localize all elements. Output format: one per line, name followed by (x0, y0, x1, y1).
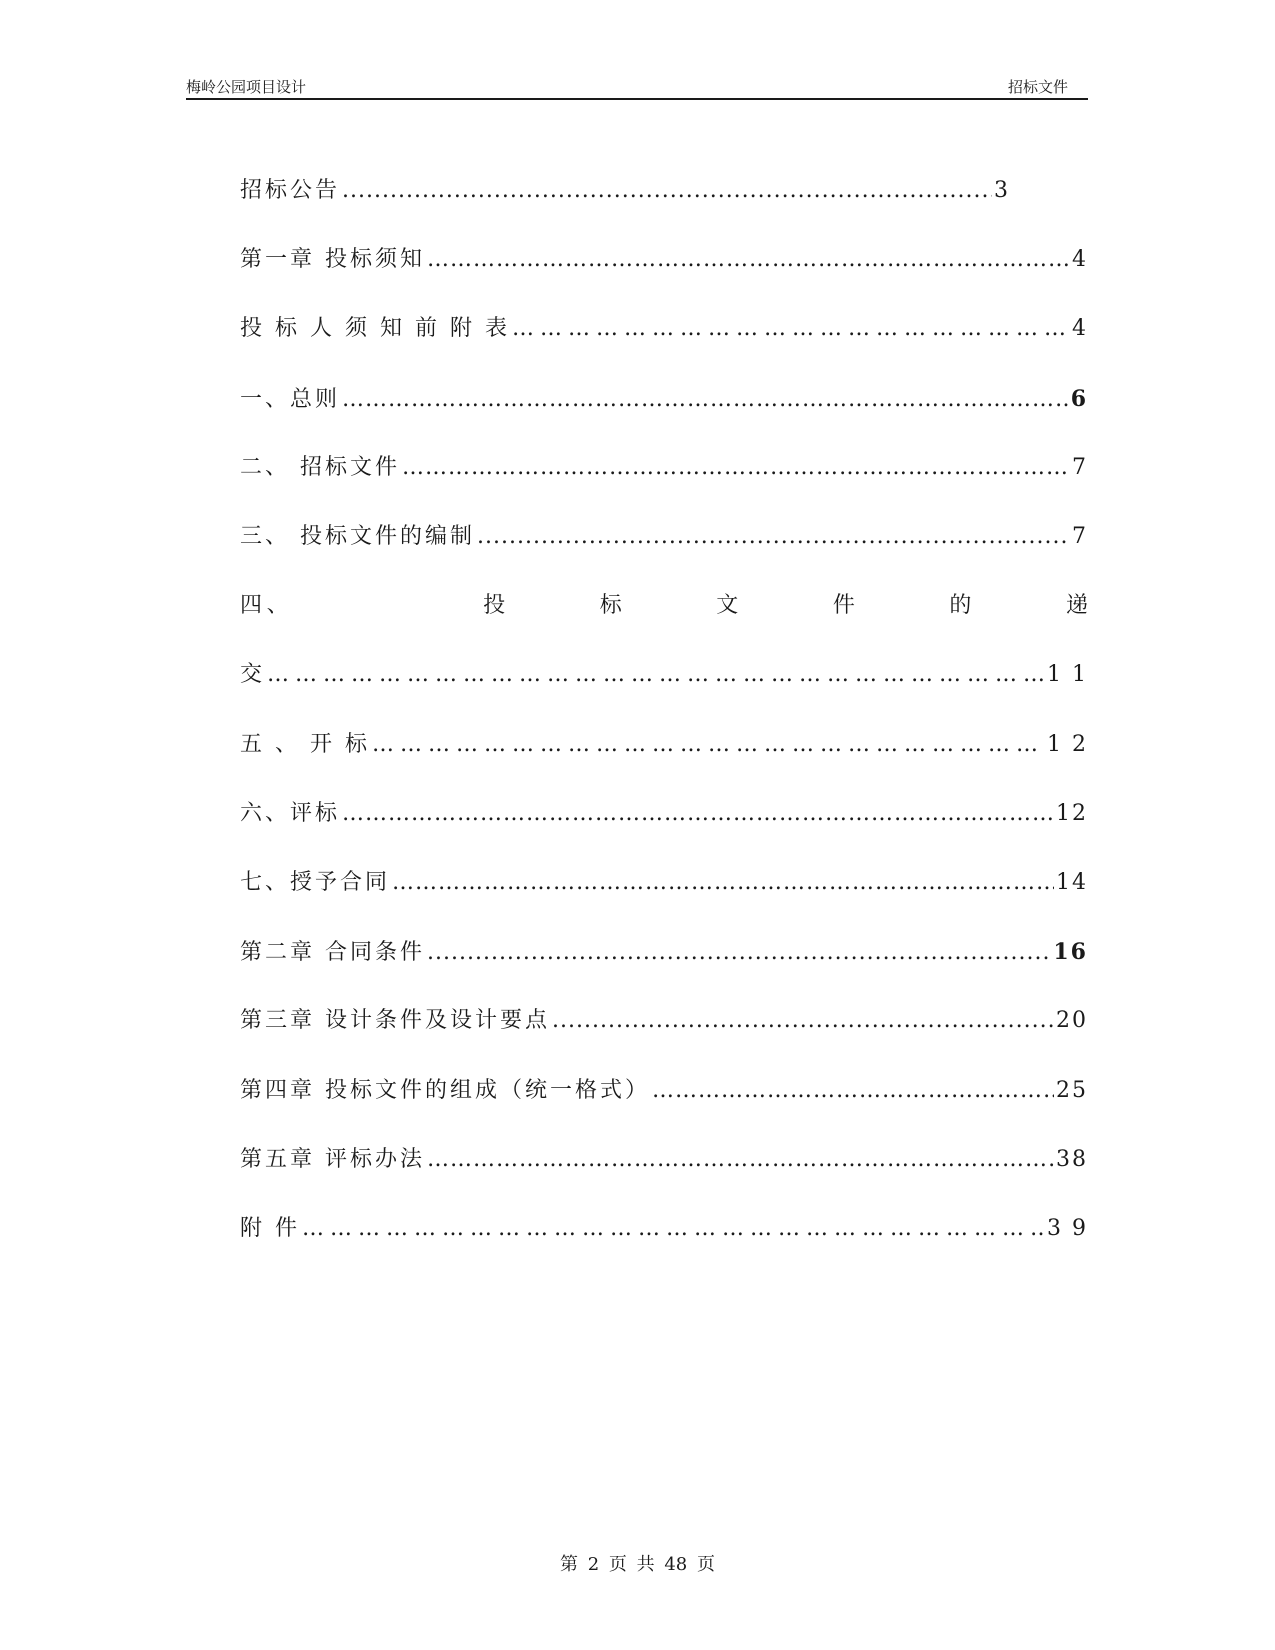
toc-entry-page: 12 (1056, 801, 1088, 826)
toc-entry-label: 六、评标 (240, 801, 341, 826)
toc-spread-char: 、 (266, 593, 289, 618)
toc-leader (552, 1006, 1054, 1036)
toc-spread-char: 件 (832, 593, 855, 618)
page-footer: 第 2 页 共 48 页 (560, 1554, 715, 1575)
toc-entry-page: 7 (1072, 455, 1088, 480)
toc-entry[interactable] (240, 1145, 1088, 1175)
toc-entry[interactable] (240, 660, 1088, 690)
header-project-title: 梅岭公园项目设计 (186, 78, 307, 96)
toc-leader (392, 868, 1054, 898)
toc-entry-page: 1 2 (1047, 732, 1088, 757)
toc-leader (342, 799, 1054, 829)
toc-spread-char: 递 (1065, 593, 1088, 618)
toc-entry[interactable] (240, 384, 1088, 415)
toc-entry-page: 16 (1053, 939, 1088, 965)
toc-entry-page: 4 (1072, 316, 1088, 341)
toc-entry[interactable] (240, 799, 1088, 829)
toc-entry-page: 4 (1072, 247, 1088, 272)
header-document-type: 招标文件 (1007, 78, 1068, 96)
toc-entry[interactable] (240, 1076, 1088, 1106)
toc-entry-page: 3 9 (1047, 1216, 1088, 1241)
toc-leader (342, 176, 992, 206)
toc-leader (267, 660, 1045, 690)
toc-leader (402, 453, 1070, 483)
toc-entry[interactable] (240, 176, 1010, 206)
toc-entry-page: 3 (994, 178, 1010, 203)
toc-spread-char: 的 (949, 593, 972, 618)
page-header (186, 74, 1088, 100)
toc-entry-label: 第四章 投标文件的组成（统一格式） (240, 1078, 650, 1103)
toc-entry[interactable] (240, 868, 1088, 898)
toc-spread-char: 投 (483, 593, 506, 618)
toc-spread-char: 标 (599, 593, 622, 618)
toc-spread-char: 四 (240, 593, 263, 618)
toc-entry[interactable] (240, 937, 1088, 968)
toc-entry[interactable] (240, 314, 1088, 344)
toc-leader (372, 730, 1045, 760)
toc-leader (477, 522, 1070, 552)
toc-entry-label: 第三章 设计条件及设计要点 (240, 1008, 550, 1033)
toc-entry[interactable] (240, 245, 1088, 275)
toc-entry-label: 七、授予合同 (240, 870, 391, 895)
toc-entry-label: 三、 投标文件的编制 (240, 524, 475, 549)
toc-entry-page: 20 (1056, 1008, 1088, 1033)
toc-entry-spread[interactable] (240, 591, 1088, 621)
toc-entry-label: 投 标 人 须 知 前 附 表 (240, 316, 510, 341)
toc-entry-label: 五 、 开 标 (240, 732, 370, 757)
toc-entry-label: 一、总则 (240, 387, 341, 412)
toc-entry-page: 14 (1056, 870, 1088, 895)
toc-entry-label: 第二章 合同条件 (240, 940, 425, 965)
toc-entry[interactable] (240, 1214, 1088, 1244)
toc-entry-label: 附 件 (240, 1216, 300, 1241)
toc-leader (427, 245, 1070, 275)
toc-leader (427, 938, 1051, 968)
toc-entry-page: 6 (1070, 386, 1088, 412)
toc-entry-label: 第一章 投标须知 (240, 247, 425, 272)
toc-entry-page: 38 (1056, 1147, 1088, 1172)
toc-entry-page: 1 1 (1047, 662, 1088, 687)
toc-leader (652, 1076, 1054, 1106)
toc-entry[interactable] (240, 1006, 1088, 1036)
toc-entry-label: 交 (240, 662, 266, 687)
toc-spread-char: 文 (716, 593, 739, 618)
toc-entry-page: 25 (1056, 1078, 1088, 1103)
toc-entry-label: 二、 招标文件 (240, 455, 400, 480)
toc-leader (427, 1145, 1054, 1175)
toc-entry-label: 第五章 评标办法 (240, 1147, 425, 1172)
toc-leader (302, 1214, 1045, 1244)
toc-entry[interactable] (240, 453, 1088, 483)
toc-entry-page: 7 (1072, 524, 1088, 549)
toc-entry[interactable] (240, 730, 1088, 760)
toc-entry-label: 招标公告 (240, 178, 341, 203)
toc-leader (342, 385, 1069, 415)
toc-leader (512, 314, 1070, 344)
toc-entry[interactable] (240, 522, 1088, 552)
